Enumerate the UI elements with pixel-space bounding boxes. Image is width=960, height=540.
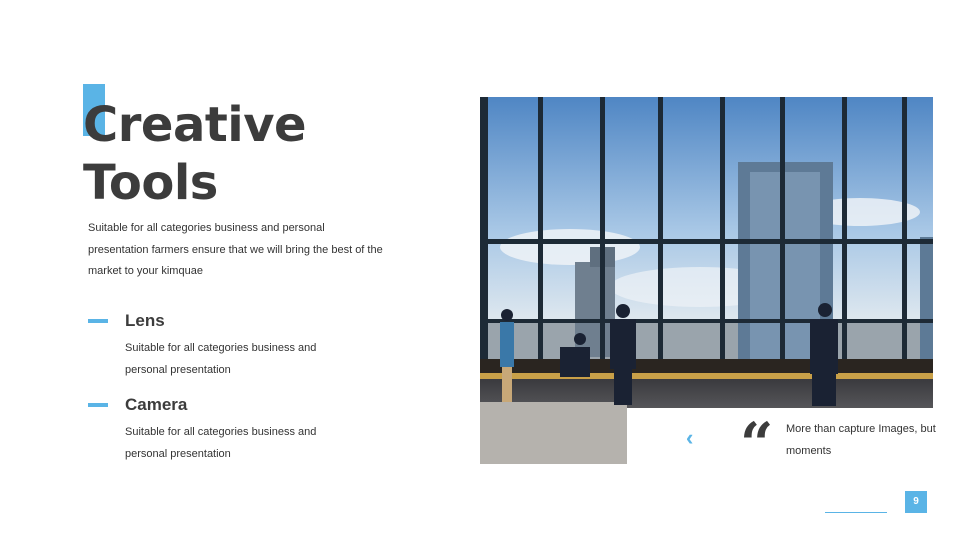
slide-description: Suitable for all categories business and personal presentation farmers ensure that we will bring the best of the market to your kimquae xyxy=(88,222,383,277)
slide-title xyxy=(83,96,306,212)
feature-title: Camera xyxy=(125,395,188,414)
page-number: 9 xyxy=(905,491,927,513)
chevron-left-icon[interactable]: ‹ xyxy=(686,425,694,450)
title-line-2: Tools xyxy=(83,155,218,211)
title-line-1: Creative xyxy=(83,97,307,153)
feature-title: Lens xyxy=(125,311,165,330)
feature-text: Suitable for all categories business and personal presentation xyxy=(125,426,317,460)
feature-text: Suitable for all categories business and personal presentation xyxy=(125,342,317,376)
quote-mark-icon: “ xyxy=(740,410,774,478)
feature-dash xyxy=(88,403,108,407)
page-line xyxy=(825,512,887,513)
quote-text: More than capture Images, but moments xyxy=(786,423,936,457)
feature-dash xyxy=(88,319,108,323)
